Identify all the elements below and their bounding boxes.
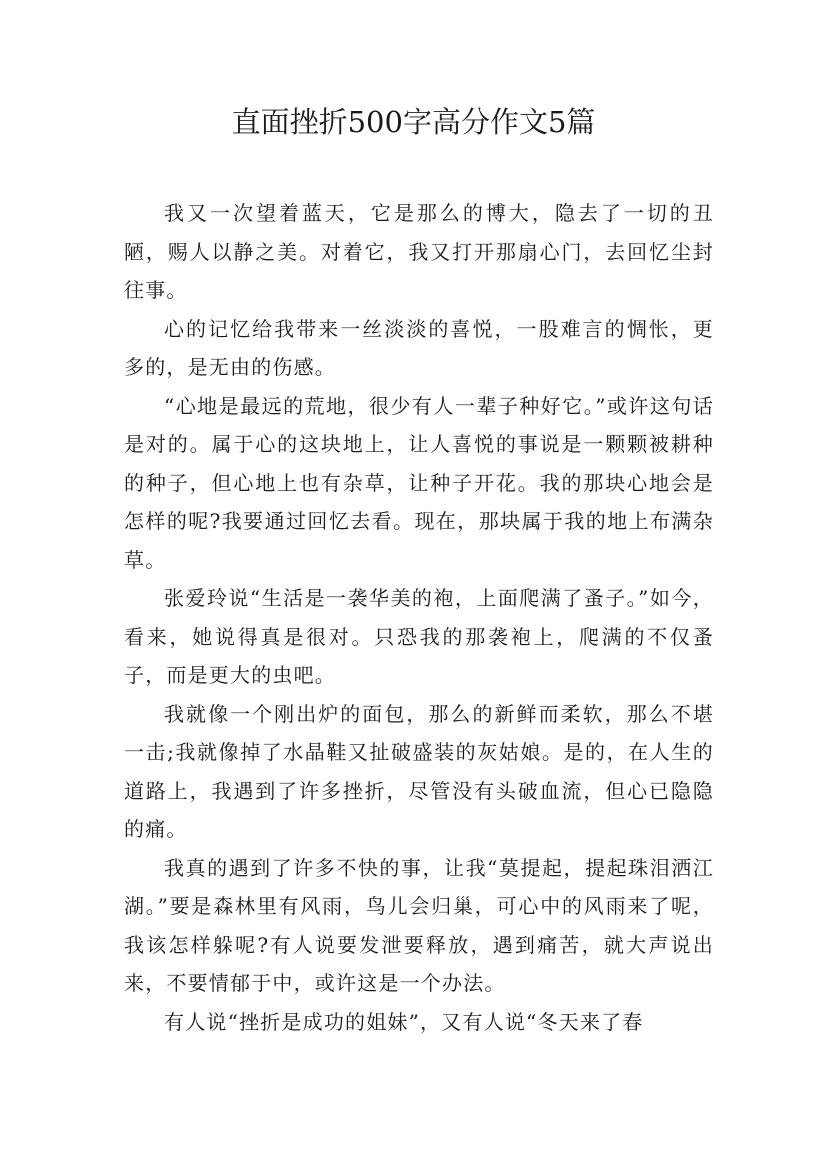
- paragraph: 有人说“挫折是成功的姐妹”，又有人说“冬天来了春: [164, 1009, 644, 1034]
- paragraph: 心的记忆给我带来一丝淡淡的喜悦，一股难言的惆怅，更多的，是无由的伤感。: [124, 316, 714, 379]
- paragraph: 我就像一个刚出炉的面包，那么的新鲜而柔软，那么不堪一击;我就像掉了水晶鞋又扯破盛装的灰姑娘。是的，在人生的道路上，我遇到了许多挫折，尽管没有头破血流，但心已隐隐的痛。: [124, 701, 714, 841]
- paragraph: 我又一次望着蓝天，它是那么的博大，隐去了一切的丑陋，赐人以静之美。对着它，我又打开那扇心门，去回忆尘封往事。: [124, 201, 714, 302]
- document-body: [124, 194, 714, 1041]
- paragraph: 张爱玲说“生活是一袭华美的袍，上面爬满了蚤子。”如今，看来，她说得真是很对。只恐我的那袭袍上，爬满的不仅蚤子，而是更大的虫吧。: [124, 586, 714, 687]
- paragraph: “心地是最远的荒地，很少有人一辈子种好它。”或许这句话是对的。属于心的这块地上，让人喜悦的事说是一颗颗被耕种的种子，但心地上也有杂草，让种子开花。我的那块心地会是怎样的呢?我要通过回忆去看。现在，那块属于我的地上布满杂草。: [124, 393, 714, 572]
- document-title: 直面挫折500字高分作文5篇: [231, 105, 596, 139]
- paragraph: 我真的遇到了许多不快的事，让我“莫提起，提起珠泪洒江湖。”要是森林里有风雨，鸟儿会归巢，可心中的风雨来了呢，我该怎样躲呢?有人说要发泄要释放，遇到痛苦，就大声说出来，不要情郁于中，或许这是一个办法。: [124, 855, 714, 995]
